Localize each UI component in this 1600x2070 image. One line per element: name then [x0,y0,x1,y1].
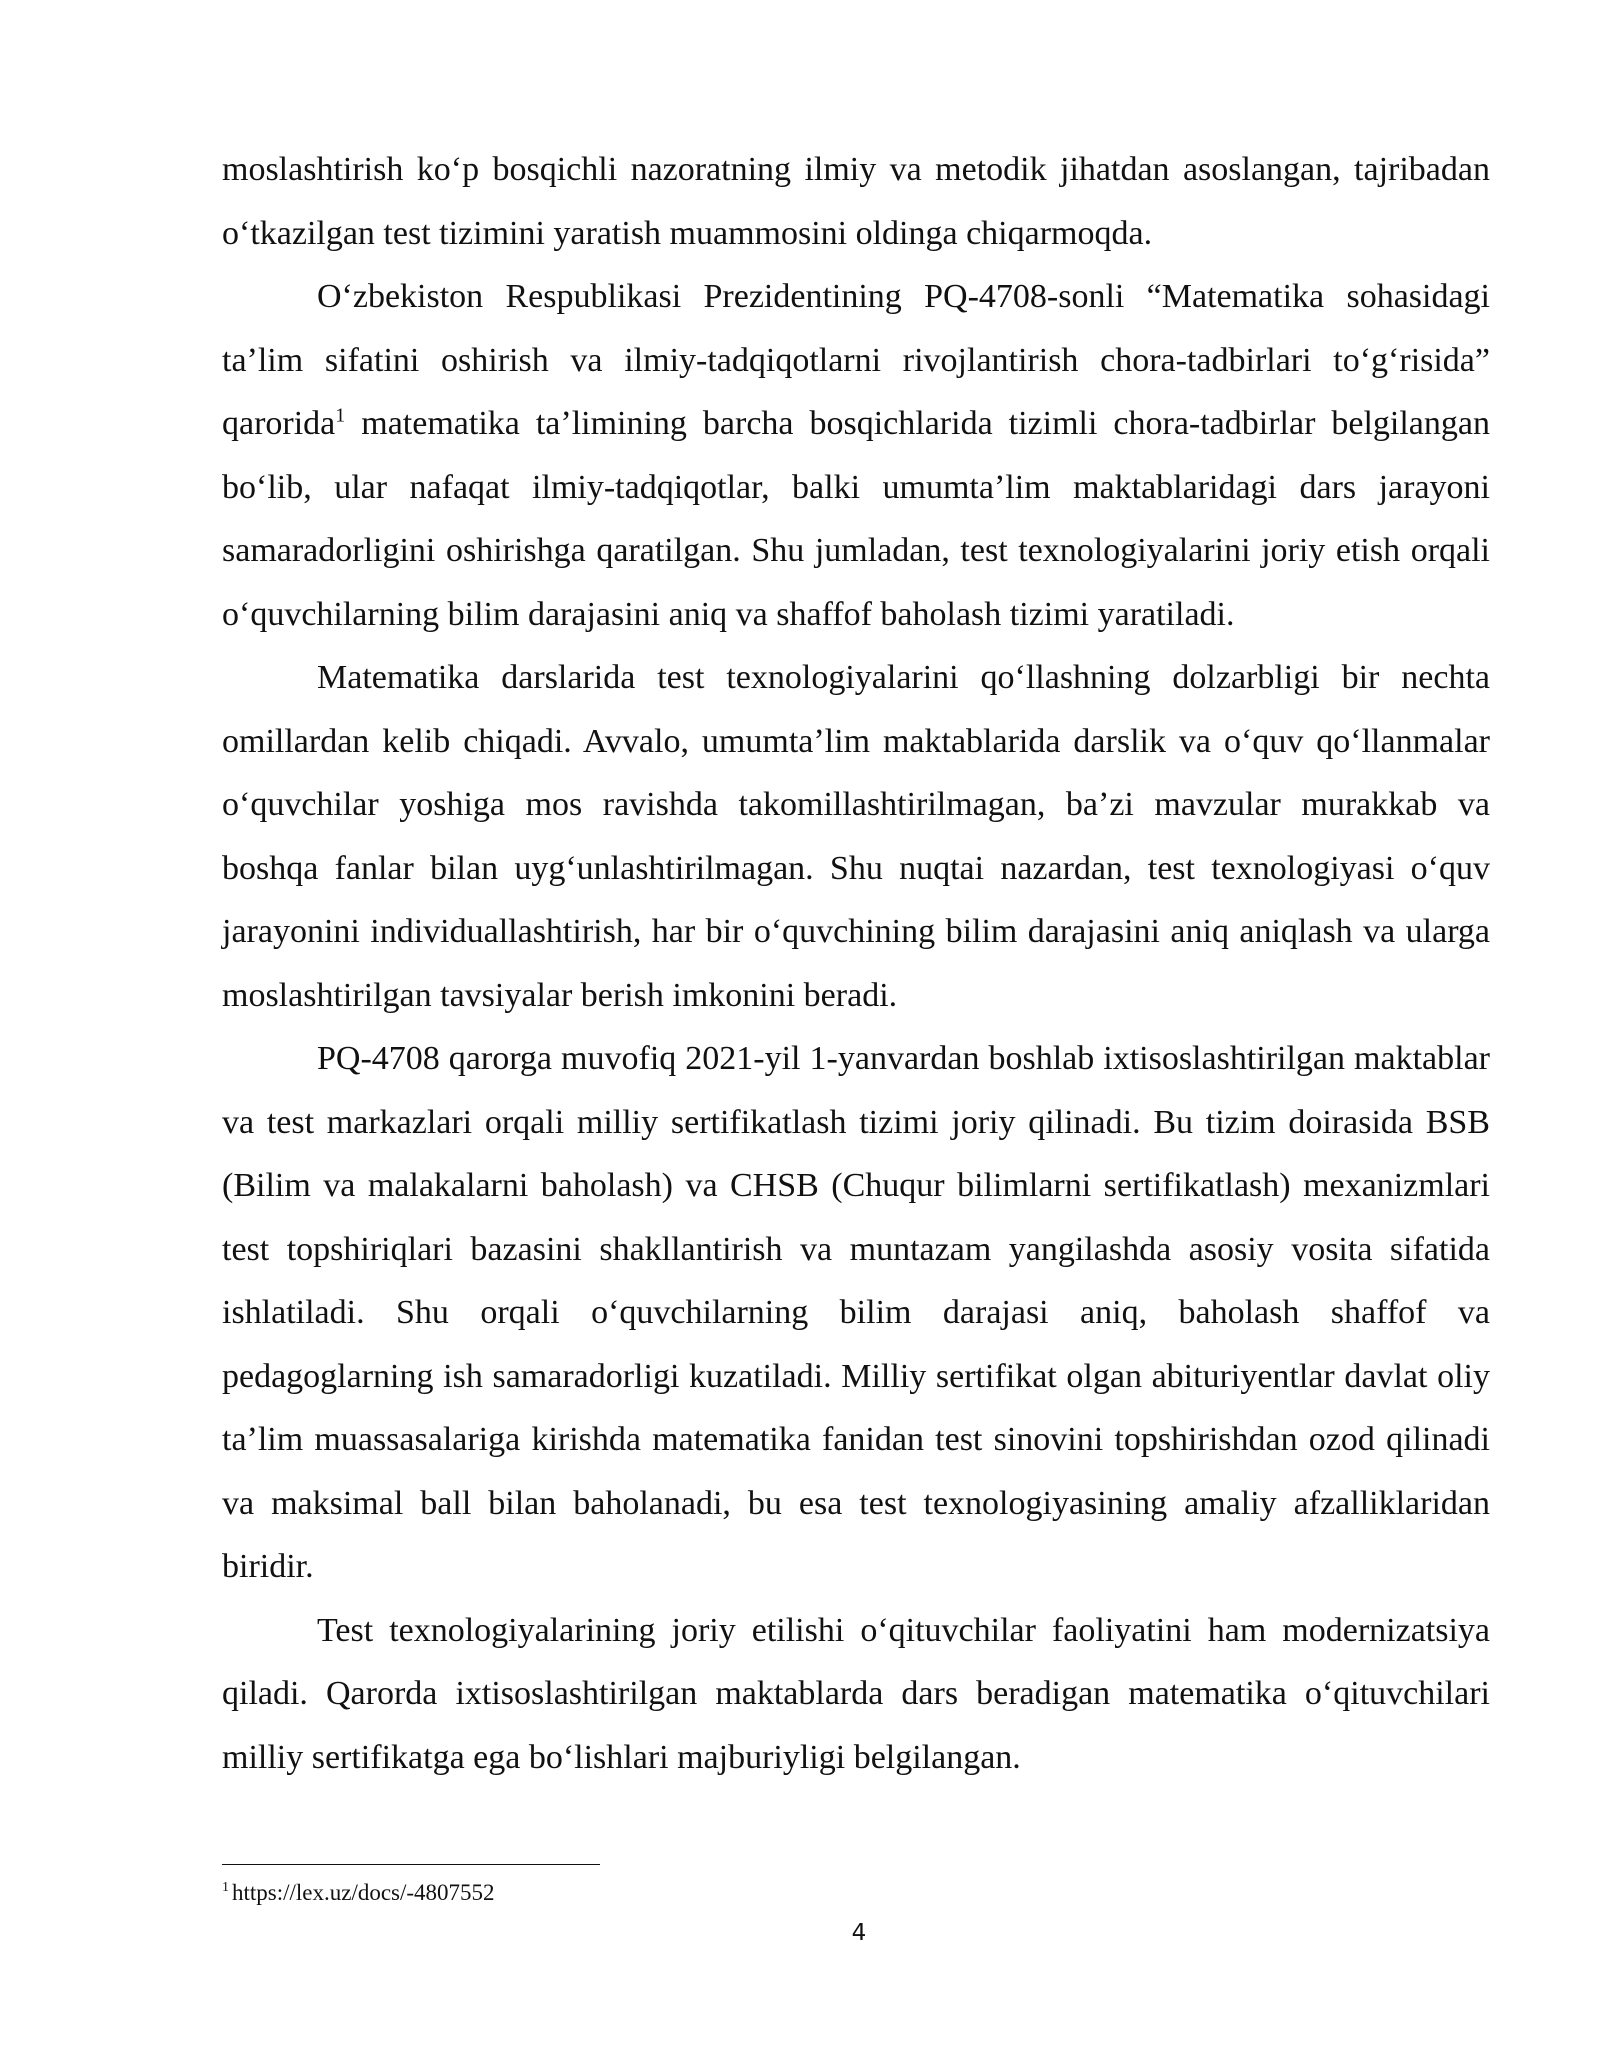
footnote-separator [222,1864,600,1865]
paragraph-continuation: moslashtirish koʻp bosqichli nazoratning ilmiy va metodik jihatdan asoslangan, tajribadan oʻtkazilgan test tizimini yaratish muammosini oldinga chiqarmoqda. [222,151,1490,252]
paragraph-decree-rest: matematika taʼlimining barcha bosqichlarida tizimli chora-tadbirlar belgilangan boʻlib, ular nafaqat ilmiy-tadqiqotlar, balki umumtaʼlim maktablaridagi dars jarayoni samaradorligini oshirishga qaratilgan. Shu jumladan, test texnologiyalarini joriy etish orqali oʻquvchilarning bilim darajasini aniq va shaffof baholash tizimi yaratiladi. [222,405,1490,633]
footnote-reference[interactable]: 1 [335,404,346,427]
paragraph-decree-start: Oʻzbekiston Respublikasi Prezidentining PQ-4708-sonli “Matematika sohasidagi taʼlim sifatini oshirish va ilmiy-tadqiqotlarni rivojlantirish chora-tadbirlari toʻgʻrisida” qarorida [222,278,1490,442]
footnote-number: 1 [222,1880,229,1896]
footnote [222,1878,495,1908]
page-number: 4 [851,1920,867,1946]
footnote-link[interactable]: https://lex.uz/docs/-4807552 [232,1880,495,1905]
body-text [222,138,1490,1789]
paragraph-decree [222,265,1490,646]
paragraph-certification: PQ-4708 qarorga muvofiq 2021-yil 1-yanvardan boshlab ixtisoslashtirilgan maktablar va test markazlari orqali milliy sertifikatlash tizimi joriy qilinadi. Bu tizim doirasida BSB (Bilim va malakalarni baholash) va CHSB (Chuqur bilimlarni sertifikatlash) mexanizmlari test topshiriqlari bazasini shakllantirish va muntazam yangilashda asosiy vosita sifatida ishlatiladi. Shu orqali oʻquvchilarning bilim darajasi aniq, baholash shaffof va pedagoglarning ish samaradorligi kuzatiladi. Milliy sertifikat olgan abituriyentlar davlat oliy taʼlim muassasalariga kirishda matematika fanidan test sinovini topshirishdan ozod qilinadi va maksimal ball bilan baholanadi, bu esa test texnologiyasining amaliy afzalliklaridan biridir. [222,1040,1490,1585]
paragraph-relevance: Matematika darslarida test texnologiyalarini qoʻllashning dolzarbligi bir nechta omillardan kelib chiqadi. Avvalo, umumtaʼlim maktablarida darslik va oʻquv qoʻllanmalar oʻquvchilar yoshiga mos ravishda takomillashtirilmagan, baʼzi mavzular murakkab va boshqa fanlar bilan uygʻunlashtirilmagan. Shu nuqtai nazardan, test texnologiyasi oʻquv jarayonini individuallashtirish, har bir oʻquvchining bilim darajasini aniq aniqlash va ularga moslashtirilgan tavsiyalar berish imkonini beradi. [222,659,1490,1014]
paragraph-teachers: Test texnologiyalarining joriy etilishi oʻqituvchilar faoliyatini ham modernizatsiya qiladi. Qarorda ixtisoslashtirilgan maktablarda dars beradigan matematika oʻqituvchilari milliy sertifikatga ega boʻlishlari majburiyligi belgilangan. [222,1611,1490,1776]
